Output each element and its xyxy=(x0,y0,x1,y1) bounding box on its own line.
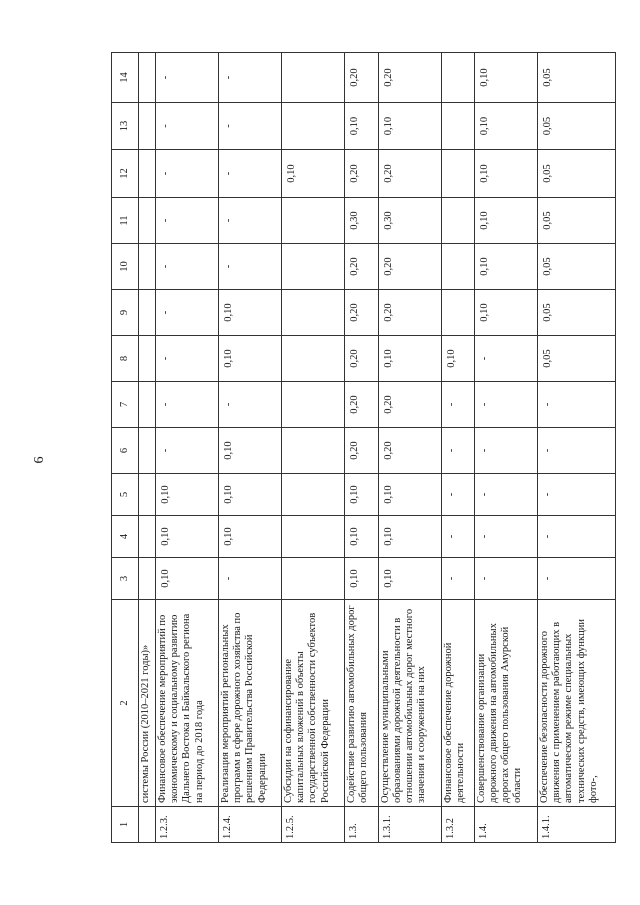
header-cell: 14 xyxy=(112,53,139,103)
value-cell: 0,30 xyxy=(345,198,378,244)
row-name: Финансовое обеспечение дорожной деятельности xyxy=(441,600,474,807)
header-cell: 8 xyxy=(112,336,139,382)
value-cell: 0,20 xyxy=(345,382,378,428)
value-cell: - xyxy=(156,103,219,150)
value-cell: - xyxy=(219,53,282,103)
value-cell: - xyxy=(156,244,219,290)
table-cell xyxy=(139,290,156,336)
table-row xyxy=(345,53,378,843)
value-cell: - xyxy=(441,558,474,600)
value-cell: - xyxy=(441,382,474,428)
value-cell xyxy=(282,516,345,558)
value-cell: 0,10 xyxy=(156,474,219,516)
value-cell: - xyxy=(474,558,537,600)
table-row xyxy=(441,53,474,843)
value-cell: 0,05 xyxy=(538,336,616,382)
value-cell: - xyxy=(156,290,219,336)
value-cell xyxy=(441,290,474,336)
value-cell: 0,20 xyxy=(378,53,441,103)
value-cell: - xyxy=(441,516,474,558)
value-cell: - xyxy=(474,382,537,428)
value-cell: - xyxy=(538,474,616,516)
value-cell: 0,05 xyxy=(538,244,616,290)
value-cell: 0,05 xyxy=(538,103,616,150)
value-cell: 0,10 xyxy=(474,290,537,336)
table-cell xyxy=(139,428,156,474)
table-cell xyxy=(139,53,156,103)
table-cell xyxy=(139,336,156,382)
value-cell xyxy=(282,382,345,428)
value-cell: - xyxy=(219,198,282,244)
value-cell: 0,10 xyxy=(219,336,282,382)
rotated-table-container xyxy=(111,52,616,843)
value-cell: 0,10 xyxy=(219,516,282,558)
header-cell: 2 xyxy=(112,600,139,807)
header-cell: 3 xyxy=(112,558,139,600)
value-cell: 0,05 xyxy=(538,198,616,244)
value-cell: 0,20 xyxy=(345,290,378,336)
continuation-row xyxy=(139,53,156,843)
row-name: Реализация мероприятий региональных программ в сфере дорожного хозяйства по решениям Правительства Российской Федерации xyxy=(219,600,282,807)
row-name: Субсидии на софинансирование капитальных вложений в объекты государственной собственности субъектов Российской Федерации xyxy=(282,600,345,807)
table-cell xyxy=(139,558,156,600)
value-cell xyxy=(282,474,345,516)
value-cell xyxy=(282,558,345,600)
value-cell: 0,10 xyxy=(474,198,537,244)
row-number: 1.3.2 xyxy=(441,807,474,843)
header-cell: 11 xyxy=(112,198,139,244)
row-number: 1.2.3. xyxy=(156,807,219,843)
value-cell: 0,10 xyxy=(345,474,378,516)
value-cell: 0,20 xyxy=(345,244,378,290)
row-number: 1.3.1. xyxy=(378,807,441,843)
value-cell: - xyxy=(219,150,282,198)
value-cell xyxy=(282,290,345,336)
value-cell: 0,10 xyxy=(282,150,345,198)
table-row xyxy=(282,53,345,843)
row-name: Содействие развитию автомобильных дорог общего пользования xyxy=(345,600,378,807)
value-cell: - xyxy=(156,428,219,474)
table-row xyxy=(156,53,219,843)
table-row xyxy=(474,53,537,843)
value-cell: 0,20 xyxy=(378,244,441,290)
row-number: 1.3. xyxy=(345,807,378,843)
header-cell: 13 xyxy=(112,103,139,150)
value-cell: 0,20 xyxy=(345,150,378,198)
value-cell: 0,20 xyxy=(378,382,441,428)
value-cell xyxy=(441,244,474,290)
value-cell: 0,10 xyxy=(156,516,219,558)
value-cell: - xyxy=(538,428,616,474)
table-row xyxy=(378,53,441,843)
value-cell xyxy=(282,244,345,290)
value-cell: 0,10 xyxy=(474,244,537,290)
header-cell: 9 xyxy=(112,290,139,336)
value-cell: 0,20 xyxy=(378,428,441,474)
row-number: 1.4. xyxy=(474,807,537,843)
value-cell: - xyxy=(219,382,282,428)
page-number: 6 xyxy=(32,456,47,464)
table-cell xyxy=(139,150,156,198)
header-cell: 10 xyxy=(112,244,139,290)
value-cell xyxy=(282,428,345,474)
table-cell xyxy=(139,516,156,558)
table-cell xyxy=(139,474,156,516)
value-cell: 0,05 xyxy=(538,53,616,103)
row-number: 1.2.5. xyxy=(282,807,345,843)
value-cell: 0,10 xyxy=(219,474,282,516)
value-cell: - xyxy=(219,558,282,600)
value-cell xyxy=(441,150,474,198)
value-cell: - xyxy=(156,336,219,382)
value-cell: - xyxy=(474,516,537,558)
table-row xyxy=(538,53,616,843)
header-row xyxy=(112,53,139,843)
row-name: Осуществление муниципальными образованиями дорожной деятельности в отношении автомобильных дорог местного значения и сооружений на них xyxy=(378,600,441,807)
value-cell: - xyxy=(474,474,537,516)
header-cell: 7 xyxy=(112,382,139,428)
value-cell: - xyxy=(156,53,219,103)
value-cell: 0,10 xyxy=(474,150,537,198)
value-cell xyxy=(282,103,345,150)
value-cell: 0,20 xyxy=(378,150,441,198)
row-name: Обеспечение безопасности дорожного движения с применением работающих в автоматическом режиме специальных технических средств, имеющих функции фото-, xyxy=(538,600,616,807)
value-cell: 0,10 xyxy=(156,558,219,600)
value-cell xyxy=(441,53,474,103)
header-cell: 5 xyxy=(112,474,139,516)
data-table xyxy=(111,52,616,843)
header-cell: 6 xyxy=(112,428,139,474)
value-cell: 0,10 xyxy=(378,516,441,558)
value-cell: - xyxy=(219,103,282,150)
table-cell xyxy=(139,244,156,290)
value-cell: 0,05 xyxy=(538,150,616,198)
value-cell: 0,10 xyxy=(219,290,282,336)
value-cell: - xyxy=(538,516,616,558)
value-cell: - xyxy=(219,244,282,290)
value-cell: - xyxy=(156,198,219,244)
value-cell: 0,10 xyxy=(474,53,537,103)
value-cell: - xyxy=(156,150,219,198)
continuation-text: системы России (2010–2021 годы)» xyxy=(139,600,156,807)
value-cell: 0,10 xyxy=(345,516,378,558)
value-cell xyxy=(441,198,474,244)
value-cell: - xyxy=(441,428,474,474)
value-cell: 0,10 xyxy=(378,103,441,150)
value-cell: - xyxy=(441,474,474,516)
value-cell xyxy=(282,53,345,103)
value-cell: 0,20 xyxy=(345,336,378,382)
value-cell: 0,30 xyxy=(378,198,441,244)
value-cell: 0,05 xyxy=(538,290,616,336)
value-cell: 0,10 xyxy=(219,428,282,474)
value-cell: 0,10 xyxy=(378,474,441,516)
value-cell xyxy=(441,103,474,150)
value-cell: 0,10 xyxy=(441,336,474,382)
value-cell: 0,20 xyxy=(345,428,378,474)
value-cell: 0,20 xyxy=(378,290,441,336)
header-cell: 4 xyxy=(112,516,139,558)
row-number: 1.2.4. xyxy=(219,807,282,843)
value-cell xyxy=(282,198,345,244)
table-row xyxy=(219,53,282,843)
row-name: Совершенствование организации дорожного движения на автомобильных дорогах общего пользования Амурской области xyxy=(474,600,537,807)
value-cell xyxy=(282,336,345,382)
value-cell: - xyxy=(474,336,537,382)
value-cell: - xyxy=(538,558,616,600)
value-cell: 0,10 xyxy=(345,103,378,150)
table-cell xyxy=(139,807,156,843)
table-cell xyxy=(139,103,156,150)
value-cell: - xyxy=(538,382,616,428)
header-cell: 1 xyxy=(112,807,139,843)
value-cell: 0,20 xyxy=(345,53,378,103)
value-cell: 0,10 xyxy=(474,103,537,150)
row-number: 1.4.1. xyxy=(538,807,616,843)
value-cell: 0,10 xyxy=(378,558,441,600)
value-cell: 0,10 xyxy=(345,558,378,600)
row-name: Финансовое обеспечение мероприятий по экономическому и социальному развитию Дальнего Востока и Байкальского региона на период до 2018 года xyxy=(156,600,219,807)
table-cell xyxy=(139,198,156,244)
value-cell: 0,10 xyxy=(378,336,441,382)
value-cell: - xyxy=(156,382,219,428)
header-cell: 12 xyxy=(112,150,139,198)
value-cell: - xyxy=(474,428,537,474)
table-cell xyxy=(139,382,156,428)
